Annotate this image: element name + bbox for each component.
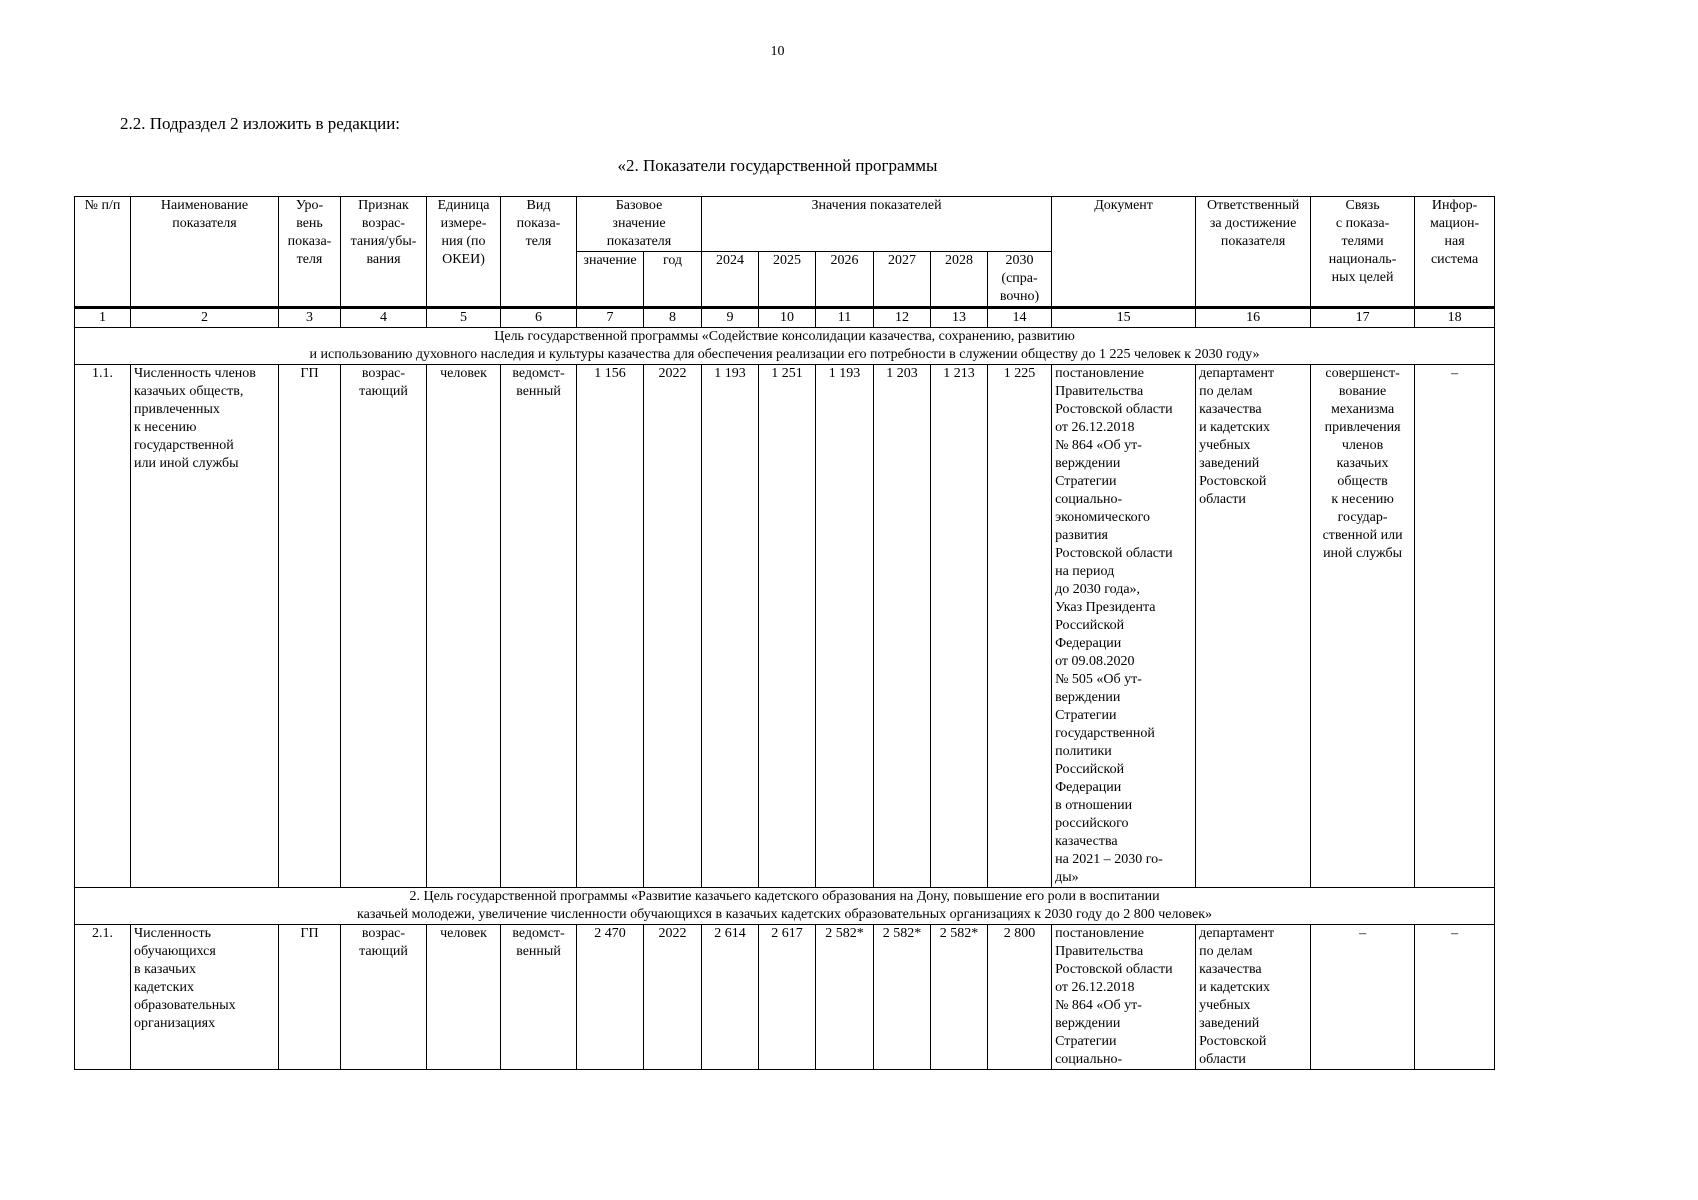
row-responsible: департамент по делам казачества и кадетских учебных заведений Ростовской области [1196,365,1311,888]
row-type: ведомст- венный [501,365,577,888]
header-base-value: значение [577,252,644,308]
row-name: Численность обучающихся в казачьих кадетских образовательных организациях [131,925,279,1070]
header-info: Инфор- мацион- ная система [1415,197,1495,308]
header-name: Наименование показателя [131,197,279,308]
row-trend: возрас- тающий [341,925,427,1070]
column-number: 9 [702,308,759,328]
intro-text: 2.2. Подраздел 2 изложить в редакции: [120,114,401,133]
column-number: 16 [1196,308,1311,328]
table-row [75,925,1495,1070]
header-row-1 [75,197,1495,252]
row-value-2025: 1 251 [759,365,816,888]
row-link: – [1311,925,1415,1070]
row-base-value: 2 470 [577,925,644,1070]
header-responsible: Ответственный за достижение показателя [1196,197,1311,308]
column-number: 5 [427,308,501,328]
column-number: 11 [816,308,874,328]
row-unit: человек [427,925,501,1070]
header-2027: 2027 [874,252,931,308]
column-number: 10 [759,308,816,328]
goal-row-2 [75,888,1495,925]
row-value-2024: 2 614 [702,925,759,1070]
row-num: 1.1. [75,365,131,888]
header-trend: Признак возрас- тания/убы- вания [341,197,427,308]
column-number: 15 [1052,308,1196,328]
row-level: ГП [279,925,341,1070]
column-number: 8 [644,308,702,328]
column-number: 2 [131,308,279,328]
header-num: № п/п [75,197,131,308]
row-document: постановление Правительства Ростовской области от 26.12.2018 № 864 «Об ут- верждении Стратегии социально- [1052,925,1196,1070]
row-info: – [1415,365,1495,888]
row-value-2027: 2 582* [874,925,931,1070]
goal-1-text: Цель государственной программы «Содействие консолидации казачества, сохранению, развитию и использованию духовного наследия и культуры казачества для обеспечения реализации его потребности в служении обществу до 1 225 человек к 2030 году» [75,328,1495,365]
column-number: 6 [501,308,577,328]
row-base-year: 2022 [644,365,702,888]
page-number: 10 [770,44,785,59]
column-number: 1 [75,308,131,328]
column-number: 4 [341,308,427,328]
row-value-2027: 1 203 [874,365,931,888]
row-value-2030: 2 800 [988,925,1052,1070]
row-value-2026: 1 193 [816,365,874,888]
row-link: совершенст- вование механизма привлечения членов казачьих обществ к несению государ- ственной или иной службы [1311,365,1415,888]
row-responsible: департамент по делам казачества и кадетских учебных заведений Ростовской области [1196,925,1311,1070]
header-type: Вид показа- теля [501,197,577,308]
row-unit: человек [427,365,501,888]
header-unit: Единица измере- ния (по ОКЕИ) [427,197,501,308]
column-number: 7 [577,308,644,328]
header-2024: 2024 [702,252,759,308]
goal-2-text: 2. Цель государственной программы «Развитие казачьего кадетского образования на Дону, повышение его роли в воспитании казачьей молодежи, увеличение численности обучающихся в казачьих кадетских образовательных организациях к 2030 году до 2 800 человек» [75,888,1495,925]
section-title: «2. Показатели государственной программы [617,156,938,175]
header-base: Базовое значение показателя [577,197,702,252]
column-number: 3 [279,308,341,328]
row-value-2024: 1 193 [702,365,759,888]
row-document: постановление Правительства Ростовской области от 26.12.2018 № 864 «Об ут- верждении Стратегии социально- экономического развития Ростовской области на период до 2030 года», Указ Президента Российской Федерации от 09.08.2020 № 505 «Об ут- верждении Стратегии государственной политики Российской Федерации в отношении российского казачества на 2021 – 2030 го- ды» [1052,365,1196,888]
column-number: 13 [931,308,988,328]
row-value-2026: 2 582* [816,925,874,1070]
row-trend: возрас- тающий [341,365,427,888]
row-level: ГП [279,365,341,888]
header-2026: 2026 [816,252,874,308]
column-number: 12 [874,308,931,328]
column-numbers-row [75,308,1495,328]
header-base-year: год [644,252,702,308]
row-value-2028: 1 213 [931,365,988,888]
header-2028: 2028 [931,252,988,308]
column-number: 17 [1311,308,1415,328]
row-value-2030: 1 225 [988,365,1052,888]
row-value-2025: 2 617 [759,925,816,1070]
row-name: Численность членов казачьих обществ, привлеченных к несению государственной или иной службы [131,365,279,888]
header-level: Уро- вень показа- теля [279,197,341,308]
table-row [75,365,1495,888]
row-base-year: 2022 [644,925,702,1070]
column-number: 14 [988,308,1052,328]
header-values: Значения показателей [702,197,1052,252]
row-info: – [1415,925,1495,1070]
header-2030: 2030 (спра- вочно) [988,252,1052,308]
header-2025: 2025 [759,252,816,308]
column-number: 18 [1415,308,1495,328]
indicators-table [74,196,1495,1070]
header-link: Связь с показа- телями националь- ных целей [1311,197,1415,308]
row-value-2028: 2 582* [931,925,988,1070]
header-document: Документ [1052,197,1196,308]
row-base-value: 1 156 [577,365,644,888]
goal-row-1 [75,328,1495,365]
row-num: 2.1. [75,925,131,1070]
row-type: ведомст- венный [501,925,577,1070]
